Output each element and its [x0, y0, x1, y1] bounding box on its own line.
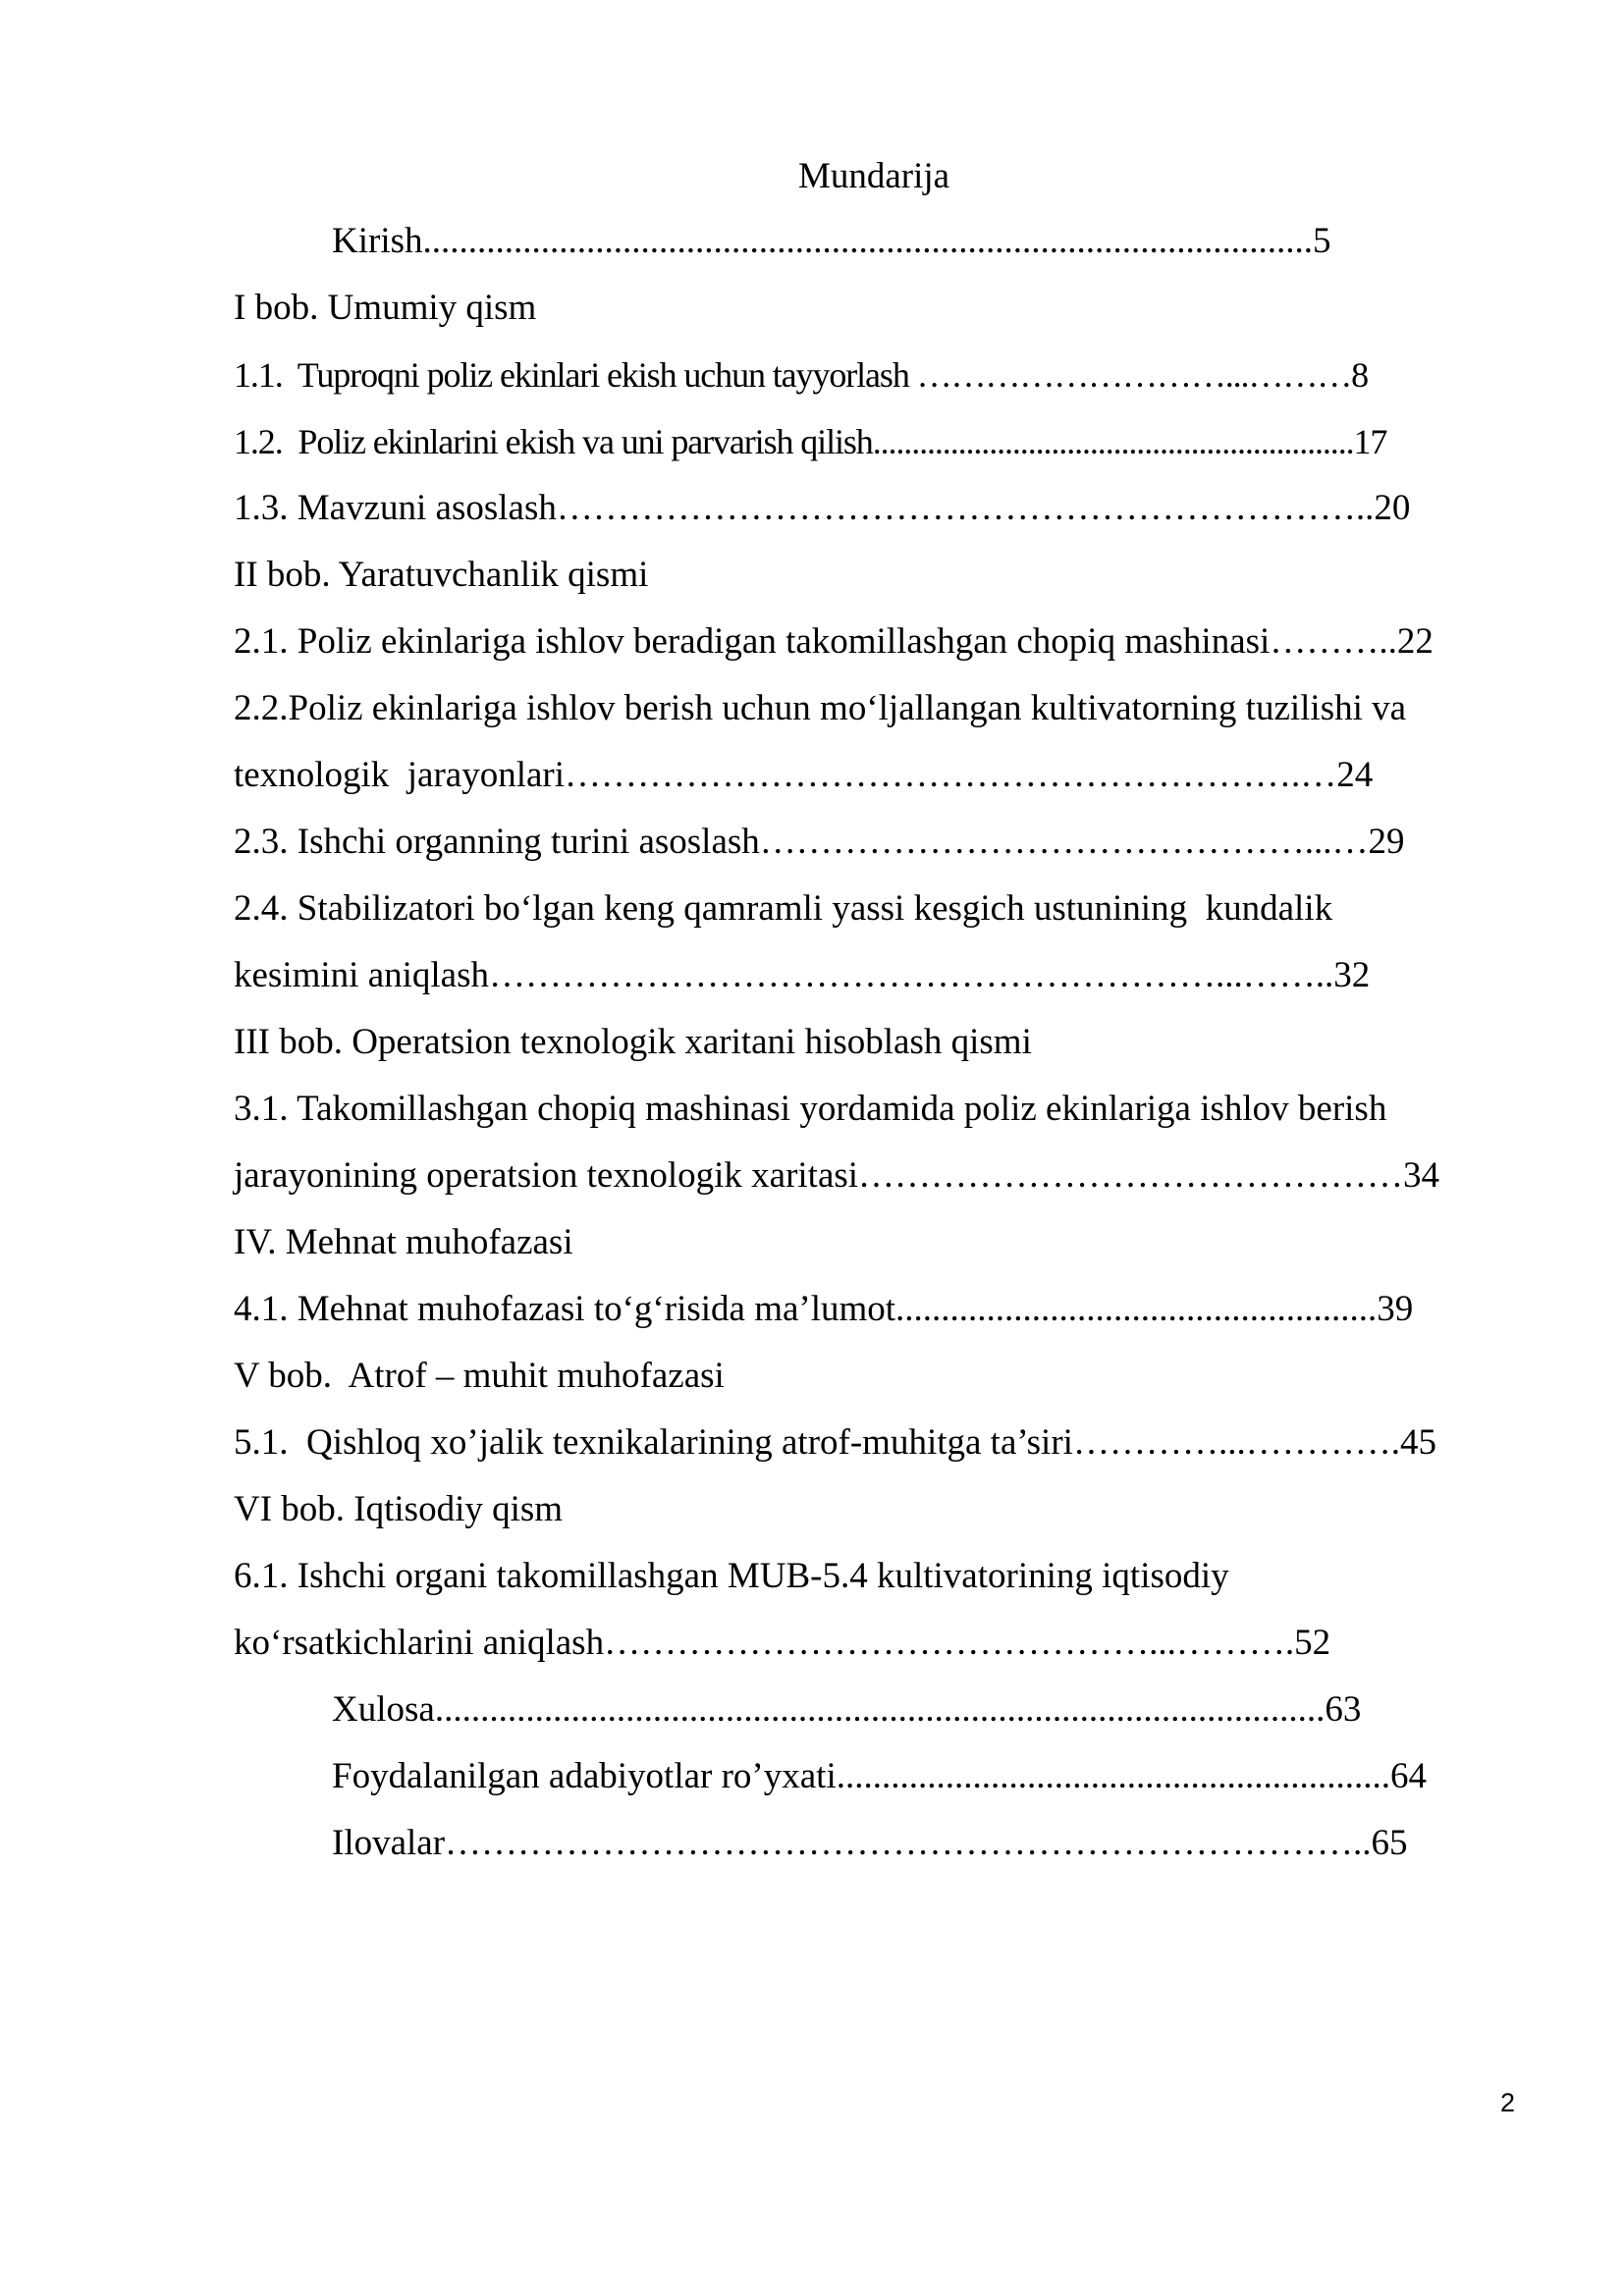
- toc-entry-1-3: 1.3. Mavzuni asoslash…………………………………………………………..20: [234, 488, 1411, 528]
- toc-chapter-6: VI bob. Iqtisodiy qism: [234, 1489, 564, 1529]
- toc-entry-4-1: 4.1. Mehnat muhofazasi to‘g‘risida ma’lumot.....................................................39: [234, 1289, 1414, 1329]
- toc-entry-6-1: 6.1. Ishchi organi takomillashgan MUB-5.4 kultivatorining iqtisodiy: [234, 1556, 1229, 1596]
- toc-entry-3-1-cont: jarayonining operatsion texnologik xaritasi………………………………………34: [234, 1155, 1440, 1196]
- toc-entry-xulosa: Xulosa..................................................................................................63: [332, 1689, 1362, 1730]
- toc-chapter-4: IV. Mehnat muhofazasi: [234, 1222, 573, 1262]
- toc-chapter-5: V bob. Atrof – muhit muhofazasi: [234, 1356, 725, 1396]
- toc-entry-ilovalar: Ilovalar…………………………………………………………………..65: [332, 1823, 1408, 1863]
- toc-chapter-2: II bob. Yaratuvchanlik qismi: [234, 555, 649, 595]
- toc-entry-kirish: Kirish..................................................................................................5: [332, 221, 1331, 261]
- toc-entry-1-1: 1.1. Tuproqni poliz ekinlari ekish uchun tayyorlash ………………………...………8: [234, 355, 1369, 395]
- toc-entry-2-1: 2.1. Poliz ekinlariga ishlov beradigan takomillashgan chopiq mashinasi………..22: [234, 621, 1434, 662]
- toc-entry-3-1: 3.1. Takomillashgan chopiq mashinasi yordamida poliz ekinlariga ishlov berish: [234, 1089, 1387, 1129]
- page-number: 2: [1500, 2088, 1516, 2117]
- toc-entry-2-3: 2.3. Ishchi organning turini asoslash………………………………………...…29: [234, 822, 1405, 862]
- toc-entry-1-2: 1.2. Poliz ekinlarini ekish va uni parvarish qilish..............................................................17: [234, 422, 1387, 461]
- toc-entry-5-1: 5.1. Qishloq xo’jalik texnikalarining atrof-muhitga ta’siri…………...………….45: [234, 1422, 1436, 1463]
- toc-entry-adabiyotlar: Foydalanilgan adabiyotlar ro’yxati.............................................................64: [332, 1756, 1427, 1796]
- toc-entry-2-2-cont: texnologik jarayonlari…………………………………………………….…24: [234, 755, 1374, 795]
- toc-entry-2-4: 2.4. Stabilizatori bo‘lgan keng qamramli yassi kesgich ustunining kundalik: [234, 888, 1333, 929]
- toc-title: Mundarija: [797, 156, 950, 196]
- toc-chapter-1: I bob. Umumiy qism: [234, 288, 537, 328]
- toc-entry-2-2: 2.2.Poliz ekinlariga ishlov berish uchun mo‘ljallangan kultivatorning tuzilishi va: [234, 688, 1407, 728]
- toc-entry-6-1-cont: ko‘rsatkichlarini aniqlash………………………………………...……….52: [234, 1623, 1331, 1663]
- toc-entry-2-4-cont: kesimini aniqlash……………………………………………………...……..32: [234, 955, 1371, 995]
- toc-chapter-3: III bob. Operatsion texnologik xaritani hisoblash qismi: [234, 1022, 1032, 1062]
